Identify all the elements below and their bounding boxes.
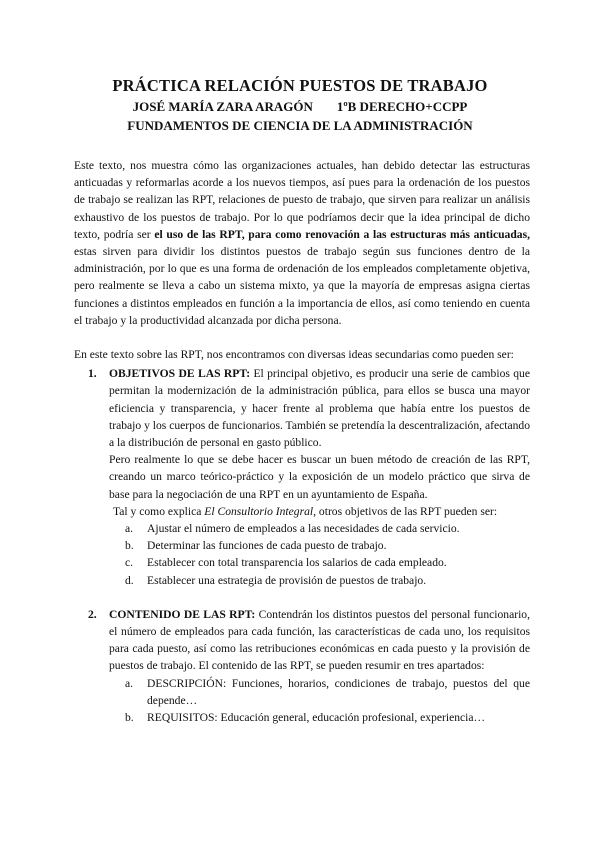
objetivos-list (109, 520, 530, 589)
section-contenido (74, 606, 530, 726)
list-item (123, 554, 530, 571)
section-objetivos (74, 365, 530, 589)
course-name: 1ºB DERECHO+CCPP (336, 99, 468, 114)
list-marker: a. (125, 522, 134, 536)
document-title: PRÁCTICA RELACIÓN PUESTOS DE TRABAJO (112, 76, 488, 95)
list-item (123, 709, 530, 726)
subject-name: FUNDAMENTOS DE CIENCIA DE LA ADMINISTRACIÓN (127, 118, 473, 133)
quote-source: El Consultorio Integral, (204, 504, 317, 518)
list-item-text: DESCRIPCIÓN: Funciones, horarios, condiciones de trabajo, puestos del que depende… (147, 676, 530, 707)
author-name: JOSÉ MARÍA ZARA ARAGÓN (132, 99, 313, 114)
list-marker: a. (125, 676, 134, 690)
section-paragraph (109, 365, 530, 451)
intro-paragraph (74, 157, 530, 329)
list-item (123, 675, 530, 709)
document-body (74, 157, 530, 726)
list-item (123, 520, 530, 537)
section-number: 2. (88, 607, 97, 621)
section-paragraph (109, 606, 530, 675)
list-marker: c. (125, 556, 134, 570)
secondary-ideas-intro: En este texto sobre las RPT, nos encontramos con diversas ideas secundarias como pueden ser: (74, 348, 514, 362)
section-heading: CONTENIDO DE LAS RPT: (109, 607, 256, 621)
list-item-text: REQUISITOS: Educación general, educación profesional, experiencia… (147, 711, 486, 725)
section-text: Contendrán los distintos puestos del personal funcionario, el número de empleados para cada función, las características de cada uno, los requisitos para cada puesto, así como las retribuciones económicas en cada puesto y la provisión de puestos de trabajo. El contenido de las RPT, se pueden resumir en tres apartados: (109, 607, 531, 673)
list-marker: d. (125, 573, 134, 587)
list-item-text: Ajustar el número de empleados a las necesidades de cada servicio. (147, 522, 460, 536)
quote-tail: otros objetivos de las RPT pueden ser: (316, 504, 498, 518)
list-item (123, 537, 530, 554)
intro-text-end: estas sirven para dividir los distintos puestos de trabajo según sus funciones dentro de la administración, por lo que es una forma de ordenación de los empleados completamente objetiva, pero realmente se lleva a cabo un sistema mixto, ya que la mayoría de empresas asigna ciertas funciones a distintos empleados en función a la importancia de ellos, así como teniendo en cuenta el trabajo y la productividad alcanzada por dicha persona. (74, 245, 530, 327)
intro-text-start: Este texto, nos muestra cómo las organizaciones actuales, han debido detectar las estructuras anticuadas y reformarlas acorde a los nuevos tiempos, así pues para la ordenación de los puestos de trabajo se realizan las RPT, relaciones de puesto de trabajo, que sirven para realizar un análisis exhaustivo de los puestos de trabajo. Por lo que podríamos decir que la idea principal de dicho texto, podría ser (74, 159, 530, 241)
section-text: El principal objetivo, es producir una serie de cambios que permitan la modernización de la administración pública, para ellos se busca una mayor eficiencia y transparencia, y hacer frente al problema que había entre los puestos de trabajo y los cuerpos de funcionarios. También se pretendía la descentralización, afectando a la distribución de personal en gasto público. (109, 367, 531, 450)
section-number: 1. (88, 367, 97, 381)
section-paragraph-2: Pero realmente lo que se debe hacer es buscar un buen método de creación de las RPT, creando un marco teórico-práctico y la exposición de un modelo práctico que sirva de base para la negociación de una RPT en un ayuntamiento de España. (109, 453, 530, 501)
contenido-list (109, 675, 530, 727)
author-line (60, 97, 540, 116)
list-marker: b. (125, 539, 134, 553)
list-item (123, 572, 530, 589)
list-marker: b. (125, 711, 134, 725)
quote-lead: Tal y como explica (113, 504, 205, 518)
list-item-text: Establecer con total transparencia los salarios de cada empleado. (147, 556, 447, 570)
list-item-text: Establecer una estrategia de provisión de puestos de trabajo. (147, 573, 427, 587)
section-quote (109, 503, 530, 520)
intro-main-idea: el uso de las RPT, para como renovación a las estructuras más anticuadas, (154, 227, 530, 241)
list-item-text: Determinar las funciones de cada puesto de trabajo. (147, 539, 387, 553)
section-heading: OBJETIVOS DE LAS RPT: (109, 367, 251, 381)
document-header (60, 76, 540, 135)
